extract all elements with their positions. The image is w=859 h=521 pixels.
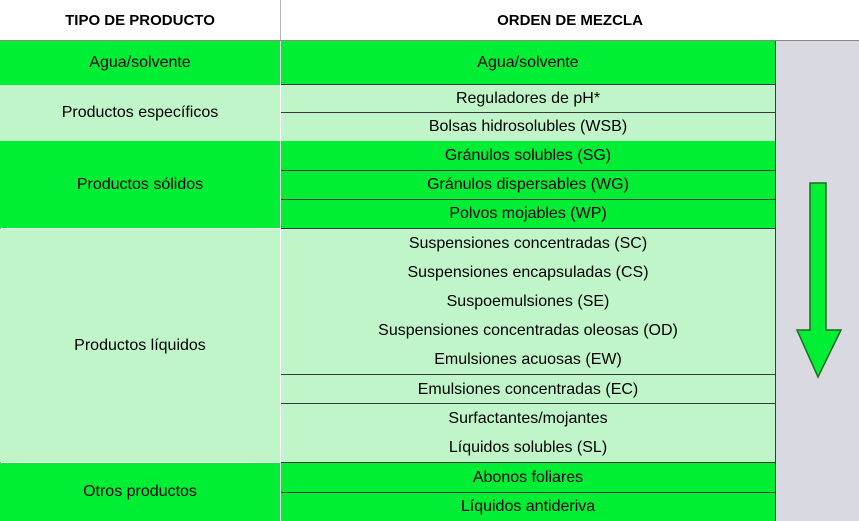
row-separator: [281, 199, 775, 200]
row-separator: [281, 170, 775, 171]
order-group-agua: [281, 41, 775, 85]
row-separator: [281, 112, 775, 113]
type-otros-productos: Otros productos: [0, 463, 281, 521]
order-item: Suspoemulsiones (SE): [446, 292, 610, 310]
type-productos-solidos: Productos sólidos: [0, 141, 281, 228]
order-item: Gránulos dispersables (WG): [427, 175, 629, 193]
type-productos-liquidos: Productos líquidos: [0, 229, 281, 462]
order-group-liquidos: [281, 229, 775, 462]
order-item: Emulsiones acuosas (EW): [434, 350, 622, 368]
order-group-solidos: [281, 141, 775, 228]
order-item: Líquidos solubles (SL): [448, 438, 608, 456]
header-product-type: TIPO DE PRODUCTO: [0, 0, 281, 41]
row-separator: [281, 492, 775, 493]
order-item: Emulsiones concentradas (EC): [417, 380, 639, 398]
header-mixing-order: ORDEN DE MEZCLA: [281, 0, 859, 41]
order-item: Líquidos antideriva: [460, 497, 596, 515]
order-group-especificos: [281, 85, 775, 141]
order-item: Suspensiones concentradas (SC): [408, 234, 648, 252]
order-item: Abonos foliares: [472, 468, 584, 486]
order-item: Suspensiones concentradas oleosas (OD): [378, 321, 678, 339]
order-item: Agua/solvente: [477, 54, 579, 71]
row-separator: [281, 403, 775, 404]
order-item: Suspensiones encapsuladas (CS): [407, 263, 649, 281]
order-item: Polvos mojables (WP): [449, 204, 607, 222]
row-separator: [281, 374, 775, 375]
down-arrow-icon: [796, 182, 844, 380]
order-item: Gránulos solubles (SG): [444, 146, 612, 164]
order-item: Surfactantes/mojantes: [448, 409, 608, 427]
type-productos-especificos: Productos específicos: [0, 85, 281, 141]
type-agua-solvente: Agua/solvente: [0, 41, 281, 85]
order-item: Bolsas hidrosolubles (WSB): [428, 118, 628, 135]
order-item: Reguladores de pH*: [455, 89, 601, 107]
